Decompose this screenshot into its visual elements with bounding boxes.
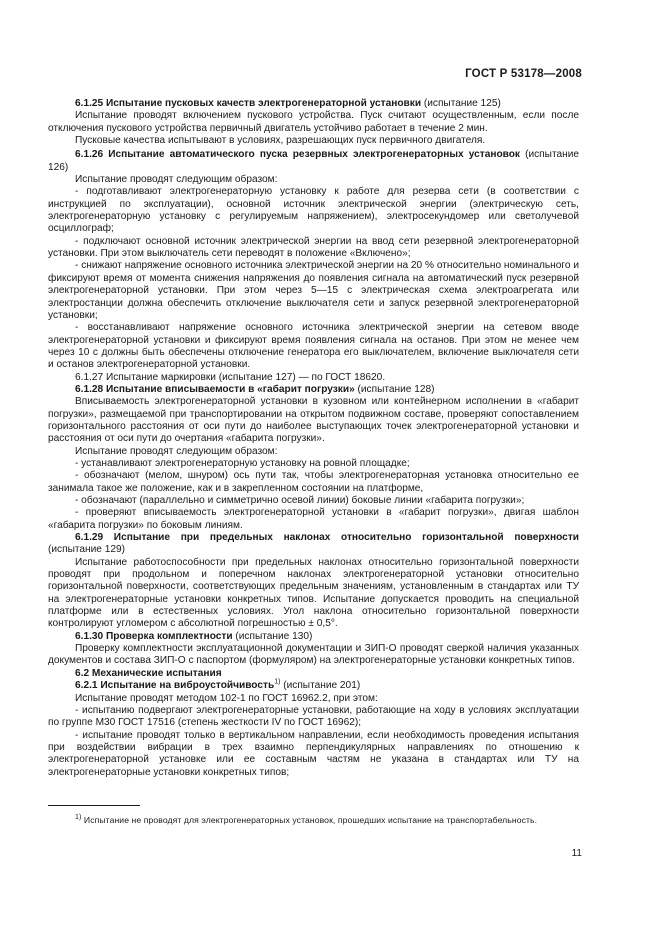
heading-text: 6.2.1 Испытание на виброустойчивость xyxy=(75,680,275,692)
list-item: - подключают основной источник электрической энергии на ввод сети резервной электрогенераторной установки. При этом выключатель сети переводят в положение «Включено»; xyxy=(48,235,579,260)
paragraph: Вписываемость электрогенераторной установки в кузовном или контейнерном исполнении в «габарит погрузки», размещаемой при транспортировании на открытом подвижном составе, проверяют сопоставлением горизонтального расстояния от оси пути до наиболее выступающих точек электрогенераторной установки и расстояния от оси пути до очертания «габарита погрузки». xyxy=(48,396,579,445)
paragraph: Испытание проводят включением пускового устройства. Пуск считают осуществленным, если после отключения пускового устройства первичный двигатель устойчиво работает в течение 2 мин. xyxy=(48,110,579,134)
list-item: - снижают напряжение основного источника электрической энергии на 20 % относительно номинального и фиксируют время от момента снижения напряжения до появления сигнала на автоматический пуск резервной электрогенераторной установки. При этом через 5—15 с электрическая схема электроагрегата или электростанции должна обеспечить отключение выключателя сети и запуск резервной электрогенераторной установки; xyxy=(48,260,579,321)
list-item: - обозначают (параллельно и симметрично осевой линии) боковые линии «габарита погрузки»; xyxy=(75,495,525,506)
section-6-1-29-heading xyxy=(48,532,579,557)
section-6-1-25-heading xyxy=(48,98,579,110)
list-item: - испытанию подвергают электрогенераторные установки, работающие на ходу в условиях эксплуатации по группе М30 ГОСТ 17516 (степень жесткости IV по ГОСТ 16962); xyxy=(48,704,579,729)
list-item: - восстанавливают напряжение основного источника электрической энергии на сетевом вводе электрогенераторной установки и фиксируют время появления сигнала на останов. При этом не менее чем через 10 с должны быть обеспечены отключение генератора его выключателем, включение выключателя сети и останов электрогенераторной установки. xyxy=(48,322,579,371)
list-item: - испытание проводят только в вертикальном направлении, если необходимость проведения испытания при воздействии вибрации в трех взаимно перпендикулярных направлениях по отношению к электрогенераторной установке или ее составным частям не указана в стандартах или ТУ на электрогенераторные установки конкретных типов; xyxy=(48,729,579,778)
document-body xyxy=(48,98,579,779)
section-6-2-1-heading xyxy=(48,680,579,692)
test-number: (испытание 128) xyxy=(354,383,435,395)
paragraph: Испытание проводят методом 102-1 по ГОСТ 16962.2, при этом: xyxy=(75,692,378,704)
list-item: - обозначают (мелом, шнуром) ось пути так, чтобы электрогенераторная установка относительно ее занимала такое же положение, как и в закрепленном состоянии на платформе, xyxy=(48,470,579,494)
test-number: (испытание 126) xyxy=(48,149,579,173)
footnote-separator xyxy=(48,805,140,806)
test-number: (испытание 130) xyxy=(232,630,313,642)
heading-text: 6.1.29 Испытание при предельных наклонах относительно горизонтальной поверхности xyxy=(75,532,579,544)
paragraph: Испытание проводят следующим образом: xyxy=(75,445,278,457)
heading-text: 6.1.26 Испытание автоматического пуска резервных электрогенераторных установок xyxy=(75,149,520,161)
list-item: - устанавливают электрогенераторную установку на ровной площадке; xyxy=(75,457,410,469)
footnote-marker: 1) xyxy=(75,814,82,822)
standard-designation: ГОСТ Р 53178—2008 xyxy=(465,68,582,80)
paragraph: Испытание работоспособности при предельных наклонах относительно горизонтальной поверхности проводят при продольном и поперечном наклонах электрогенераторной установки относительно горизонтальной поверхности, соответствующих предельным значениям, установленным в стандартах или ТУ на электрогенераторные установки конкретных типов. Испытание допускается проводить на специальной платформе или в естественных условиях. Угол наклона относительно горизонтальной поверхности контролируют угломером с абсолютной погрешностью ± 0,5°. xyxy=(48,556,579,630)
paragraph: Испытание проводят следующим образом: xyxy=(75,174,278,186)
heading-text: 6.1.25 Испытание пусковых качеств электрогенераторной установки xyxy=(75,98,422,109)
section-6-1-30-heading xyxy=(48,631,579,643)
section-6-1-27: 6.1.27 Испытание маркировки (испытание 127) — по ГОСТ 18620. xyxy=(75,371,386,383)
page-number: 11 xyxy=(571,848,582,859)
section-6-2-heading: 6.2 Механические испытания xyxy=(75,667,222,679)
footnote xyxy=(48,814,579,826)
section-6-1-26-heading xyxy=(48,149,579,174)
test-number: (испытание 129) xyxy=(48,544,125,556)
paragraph: Пусковые качества испытывают в условиях, разрешающих пуск первичного двигателя. xyxy=(75,135,486,147)
footnote-text: Испытание не проводят для электрогенераторных установок, прошедших испытание на транспортабельность. xyxy=(81,815,538,825)
test-number: (испытание 125) xyxy=(421,98,501,109)
heading-text: 6.1.28 Испытание вписываемости в «габарит погрузки» xyxy=(75,383,355,395)
list-item: - проверяют вписываемость электрогенераторной установки в «габарит погрузки», двигая шаблон «габарита погрузки» по боковым линиям. xyxy=(48,507,579,531)
list-item: - подготавливают электрогенераторную установку к работе для резерва сети (в соответствии с инструкцией по эксплуатации), основной источник электрической энергии (электрическую сеть, электрогенераторную установку с регулируемым напряжением), электросекундомер или светолучевой осциллограф; xyxy=(48,186,579,235)
section-6-1-28-heading xyxy=(48,384,579,396)
test-number: (испытание 201) xyxy=(280,680,361,692)
heading-text: 6.1.30 Проверка комплектности xyxy=(75,630,233,642)
paragraph: Проверку комплектности эксплуатационной документации и ЗИП-О проводят сверкой наличия указанных документов и состава ЗИП-О с паспортом (формуляром) на электрогенераторные установки конкретных типов. xyxy=(48,643,579,667)
footnote-ref: 1) xyxy=(274,678,281,686)
